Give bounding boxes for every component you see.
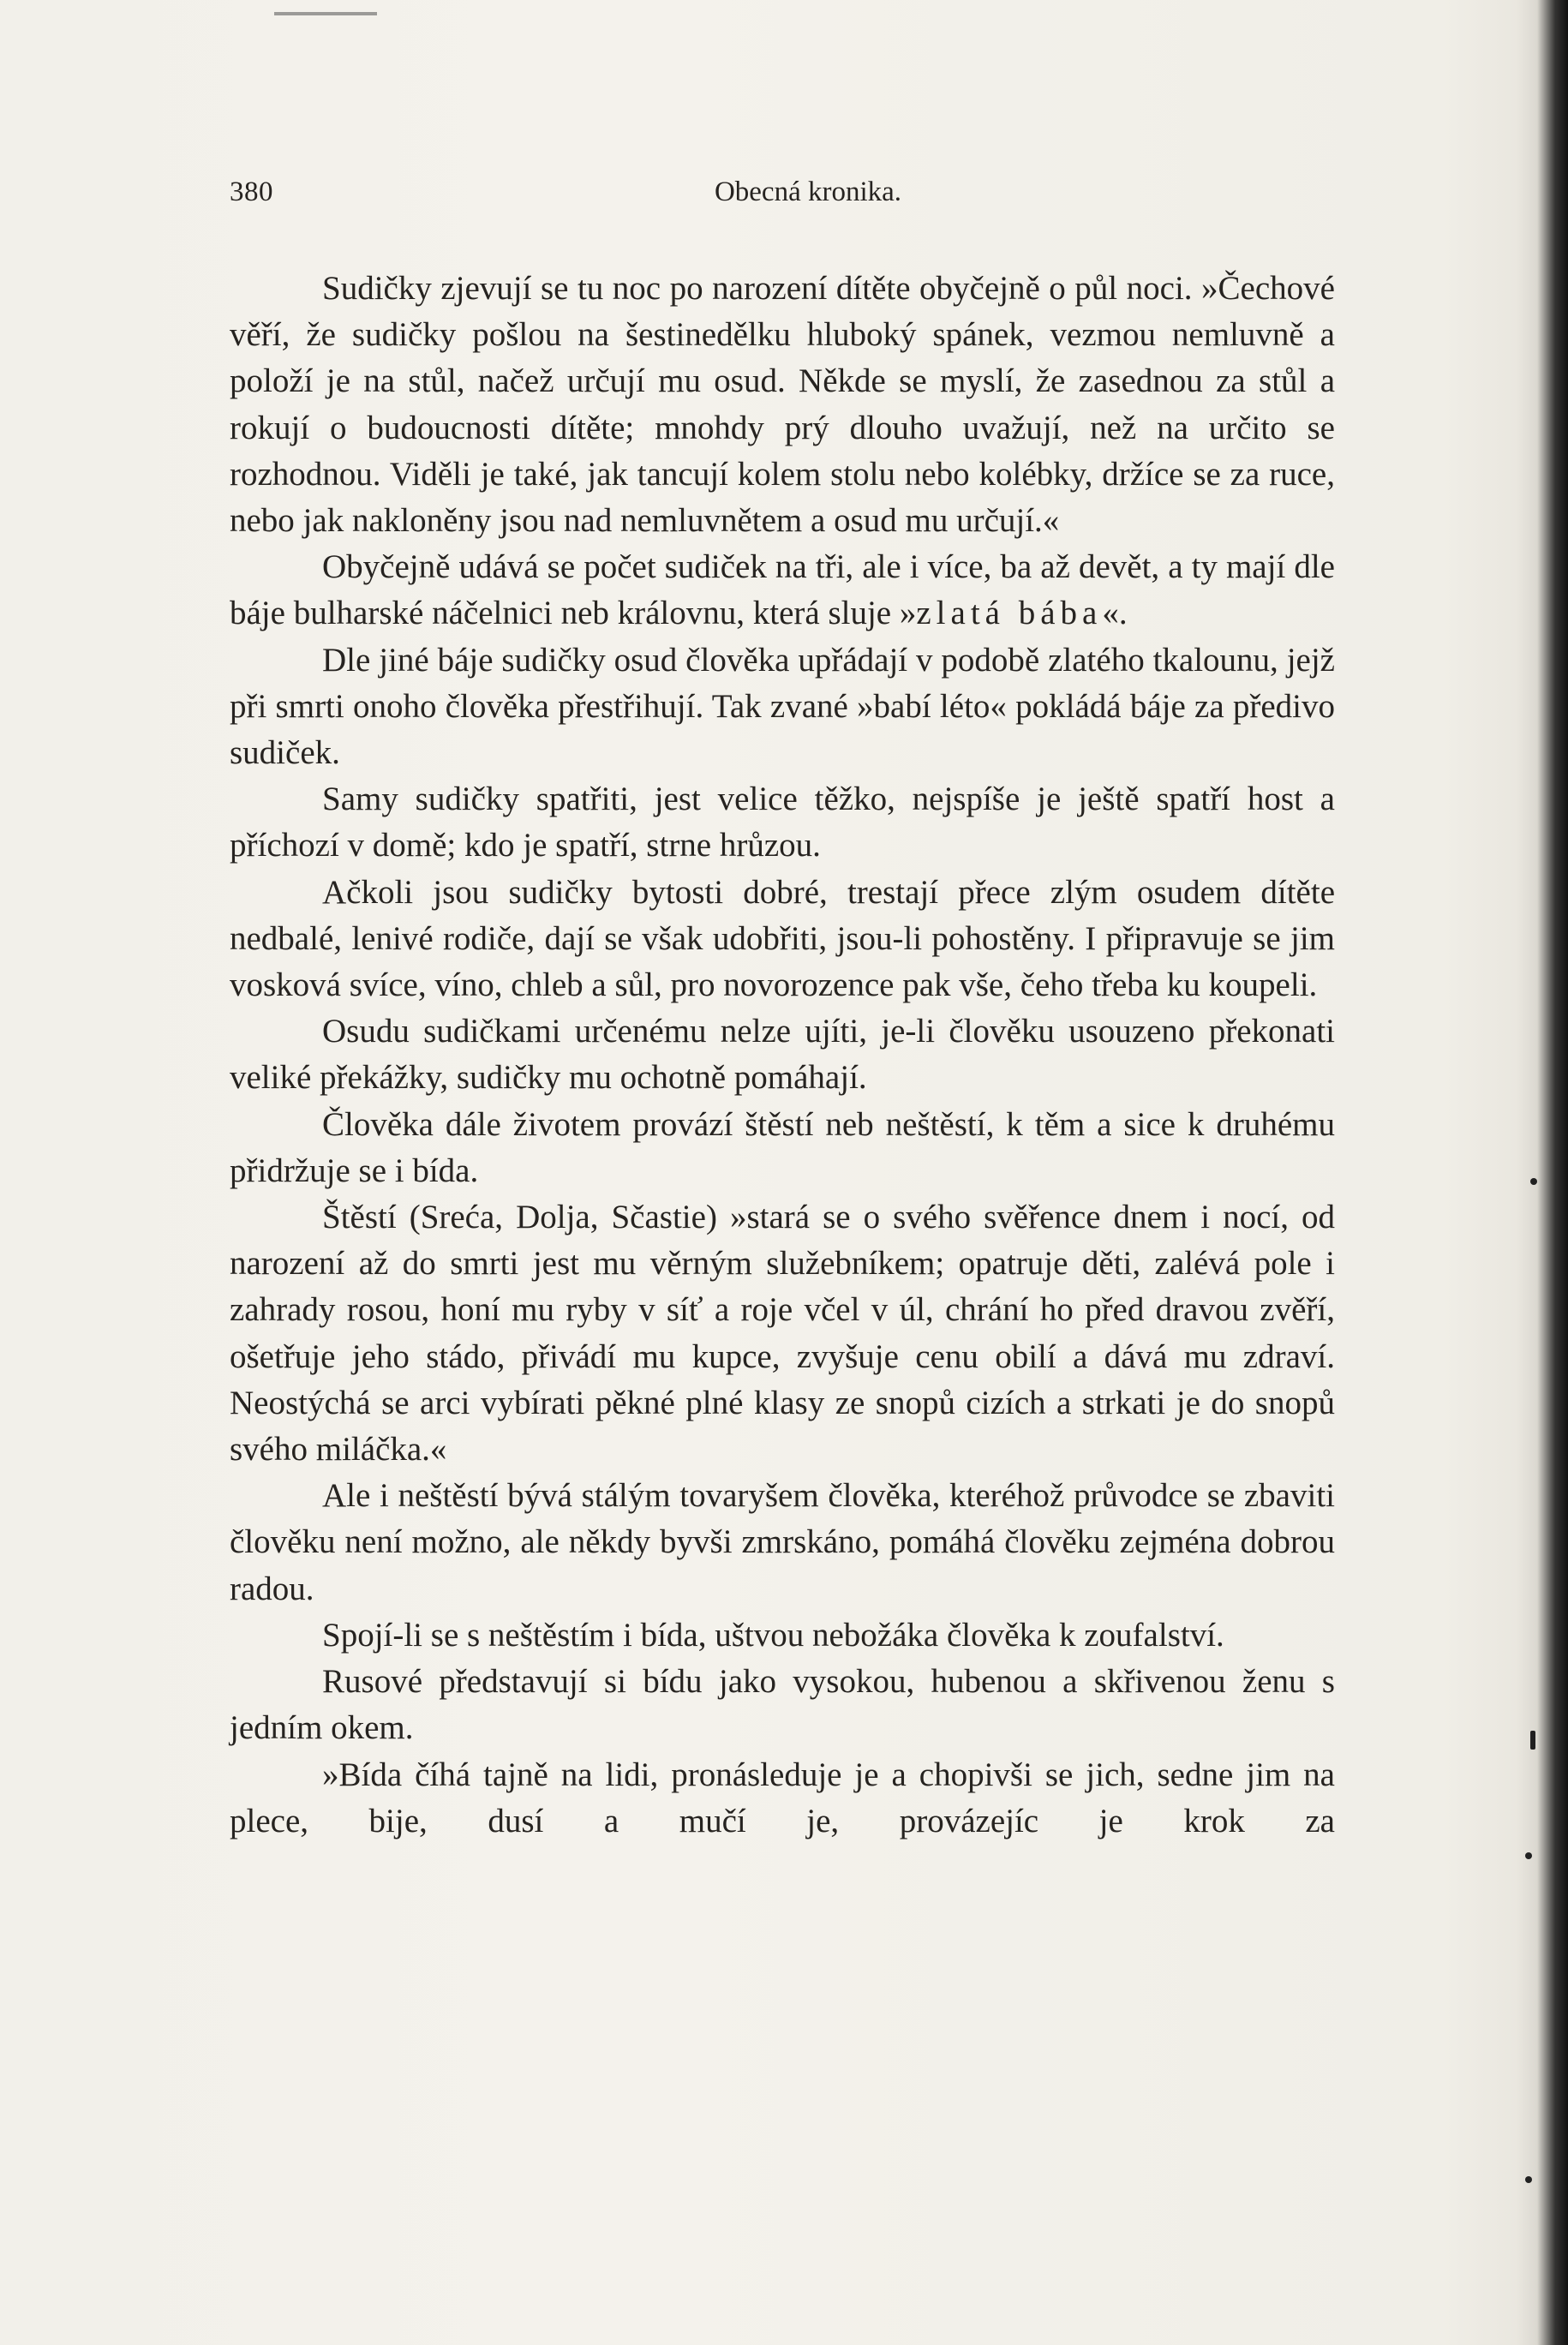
page-header — [230, 176, 1335, 219]
paragraph — [230, 544, 1335, 637]
running-title: Obecná kronika. — [714, 176, 902, 207]
paragraph: »Bída číhá tajně na lidi, pronásleduje je a chopivši se jich, sedne jim na plece, bije, dusí a mučí je, provázejíc je krok za — [230, 1756, 1335, 1840]
paragraph-text: «. — [1102, 595, 1128, 632]
paragraph: Spojí-li se s neštěstím i bída, uštvou nebožáka člověka k zoufalství. — [322, 1616, 1224, 1654]
paragraph: Rusové představují si bídu jako vysokou, hubenou a skřivenou ženu s jedním okem. — [230, 1663, 1335, 1747]
paragraph: Ale i neštěstí bývá stálým tovaryšem člověka, kteréhož průvodce se zbaviti člověku není možno, ale někdy byvši zmrskáno, pomáhá člověku zejména dobrou radou. — [230, 1477, 1335, 1607]
paragraph: Člověka dále životem provází štěstí neb neštěstí, k těm a sice k druhému přidržuje se i bída. — [230, 1105, 1335, 1189]
spaced-term: zlatá bába — [916, 595, 1103, 632]
page-edge-shadow — [1517, 0, 1568, 2345]
paragraph: Ačkoli jsou sudičky bytosti dobré, trestají přece zlým osudem dítěte nedbalé, lenivé rodiče, dají se však udobřiti, jsou-li pohostěny. I připravuje se jim vosková svíce, víno, chleb a sůl, pro novorozence pak vše, čeho třeba ku koupeli. — [230, 873, 1335, 1004]
paragraph: Dle jiné báje sudičky osud člověka upřádají v podobě zlatého tkalounu, jejž při smrti onoho člověka přestřihují. Tak zvané »babí léto« pokládá báje za předivo sudiček. — [230, 641, 1335, 772]
paragraph-text: Obyčejně udává se počet sudiček na tři, ale i více, ba až devět, a ty mají dle báje bulharské náčelnici neb královnu, která sluje » — [230, 548, 1335, 632]
paragraph: Osudu sudičkami určenému nelze ujíti, je-li člověku usouzeno překonati veliké překážky, sudičky mu ochotně pomáhají. — [230, 1013, 1335, 1097]
body-text — [230, 266, 1335, 1845]
paragraph: Samy sudičky spatřiti, jest velice těžko, nejspíše je ještě spatří host a příchozí v domě; kdo je spatří, strne hrůzou. — [230, 781, 1335, 864]
paragraph: Sudičky zjevují se tu noc po narození dítěte obyčejně o půl noci. »Čechové věří, že sudičky pošlou na šestinedělku hluboký spánek, vezmou nemluvně a položí je na stůl, načež určují mu osud. Někde se myslí, že zasednou za stůl a rokují o budoucnosti dítěte; mnohdy prý dlouho uvažují, než na určito se rozhodnou. Viděli je také, jak tancují kolem stolu nebo kolébky, držíce se za ruce, nebo jak nakloněny jsou nad nemluvnětem a osud mu určují.« — [230, 270, 1335, 540]
scan-mark — [274, 12, 377, 15]
paragraph: Štěstí (Sreća, Dolja, Sčastie) »stará se o svého svěřence dnem i nocí, od narození až do smrti jest mu věrným služebníkem; opatruje děti, zalévá pole i zahrady rosou, honí mu ryby v síť a roje včel v úl, chrání ho před dravou zvěří, ošetřuje jeho stádo, přivádí mu kupce, zvyšuje cenu obilí a dává mu zdraví. Neostýchá se arci vybírati pěkné plné klasy ze snopů cizích a strkati je do snopů svého miláčka.« — [230, 1199, 1335, 1469]
page-number: 380 — [230, 176, 273, 207]
